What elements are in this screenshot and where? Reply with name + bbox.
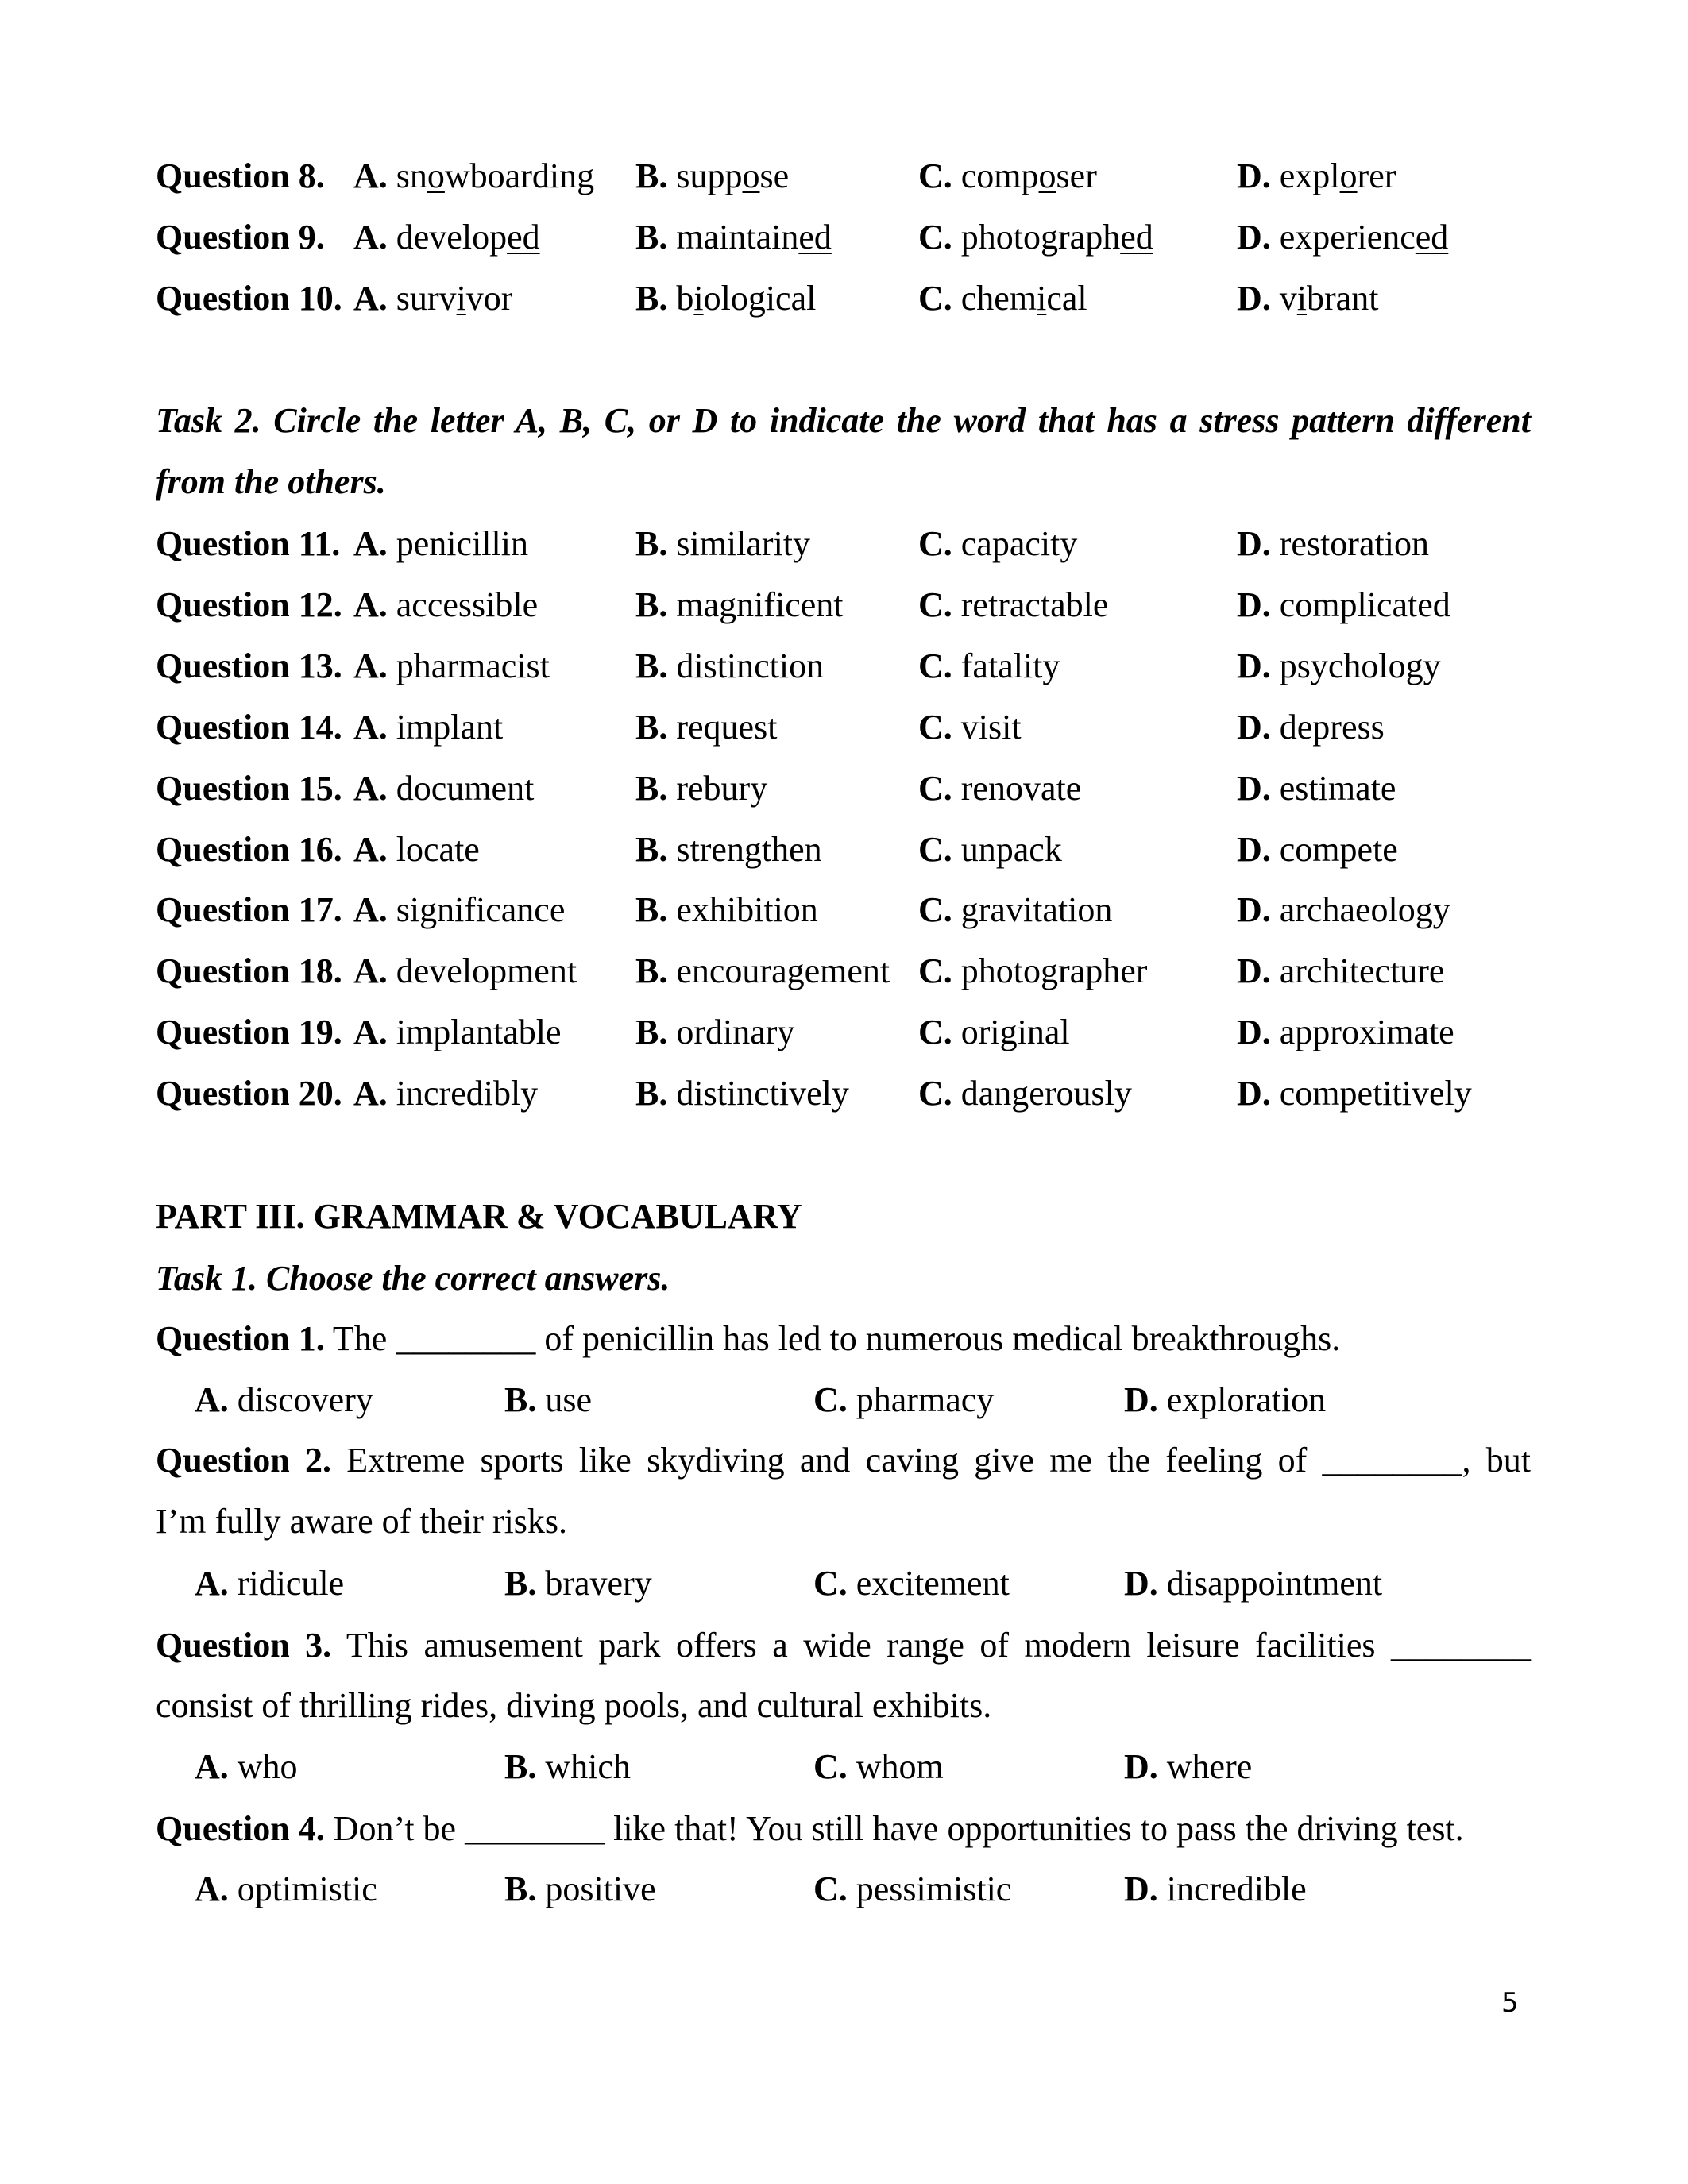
underlined-sound: i [456,279,466,318]
option-c[interactable]: C. pessimistic [813,1870,1012,1908]
option-a[interactable]: A. development [353,951,577,991]
option-c[interactable]: C. whom [813,1747,944,1786]
option-d[interactable]: D. estimate [1237,768,1396,808]
option-c[interactable]: C. dangerously [918,1074,1132,1113]
option-b[interactable]: B. which [504,1747,631,1786]
question-label: Question 19. [156,1013,342,1052]
option-c[interactable]: C. capacity [918,524,1078,563]
option-b[interactable]: B. strengthen [635,829,822,869]
underlined-sound: o [1339,156,1358,195]
option-a[interactable]: A. discovery [195,1380,373,1419]
option-d[interactable]: D. where [1124,1747,1253,1786]
grammar-question-3-cont: consist of thrilling rides, diving pools, and cultural exhibits. [156,1686,992,1725]
task2-instruction: Task 2. Circle the letter A, B, C, or D to indicate the word that has a stress pattern different [156,401,1531,440]
option-d[interactable]: D. complicated [1237,585,1450,624]
option-a[interactable]: A. locate [353,829,480,869]
question-label: Question 15. [156,768,342,808]
option-b[interactable]: B. suppose [635,156,790,195]
option-c[interactable]: C. unpack [918,829,1062,869]
underlined-sound: o [742,156,760,195]
option-d[interactable]: D. incredible [1124,1870,1307,1908]
option-d[interactable]: D. restoration [1237,524,1429,563]
option-a[interactable]: A. optimistic [195,1870,377,1908]
task2-instruction-cont: from the others. [156,462,386,501]
question-label: Question 11. [156,524,341,563]
option-d[interactable]: D. competitively [1237,1074,1472,1113]
grammar-question-1: Question 1. The ________ of penicillin has led to numerous medical breakthroughs. [156,1319,1341,1358]
grammar-question-2: Question 2. Extreme sports like skydiving and caving give me the feeling of ________, but [156,1441,1531,1480]
option-d[interactable]: D. approximate [1237,1013,1454,1052]
option-c[interactable]: C. gravitation [918,890,1113,930]
option-b[interactable]: B. encouragement [635,951,890,991]
option-b[interactable]: B. rebury [635,768,768,808]
option-d[interactable]: D. architecture [1237,951,1445,991]
option-c[interactable]: C. pharmacy [813,1380,995,1419]
underlined-sound: ed [1415,218,1449,257]
underlined-sound: i [693,279,704,318]
question-label: Question 14. [156,707,342,747]
question-label: Question 8. [156,156,325,195]
option-d[interactable]: D. compete [1237,829,1398,869]
question-label: Question 13. [156,646,342,685]
option-b[interactable]: B. use [504,1380,593,1419]
option-d[interactable]: D. disappointment [1124,1564,1383,1603]
option-a[interactable]: A. pharmacist [353,646,550,685]
task1-instruction: Task 1. Choose the correct answers. [156,1259,670,1298]
underlined-sound: i [1037,279,1047,318]
option-c[interactable]: C. renovate [918,768,1082,808]
underlined-sound: o [427,156,445,195]
underlined-sound: ed [1120,218,1153,257]
question-label: Question 18. [156,951,342,991]
underlined-sound: ed [798,218,832,257]
option-b[interactable]: B. ordinary [635,1013,795,1052]
option-c[interactable]: C. composer [918,156,1097,195]
underlined-sound: ed [507,218,540,257]
option-a[interactable]: A. implant [353,707,504,747]
option-c[interactable]: C. original [918,1013,1070,1052]
option-c[interactable]: C. photographed [918,218,1153,257]
option-a[interactable]: A. accessible [353,585,539,624]
grammar-question-3: Question 3. This amusement park offers a wide range of modern leisure facilities ________ [156,1626,1531,1665]
option-c[interactable]: C. excitement [813,1564,1010,1603]
option-a[interactable]: A. document [353,768,535,808]
option-a[interactable]: A. significance [353,890,566,930]
option-a[interactable]: A. implantable [353,1013,562,1052]
option-b[interactable]: B. request [635,707,778,747]
question-label: Question 16. [156,829,342,869]
question-label: Question 9. [156,218,325,257]
part3-heading: PART III. GRAMMAR & VOCABULARY [156,1197,802,1236]
option-a[interactable]: A. who [195,1747,298,1786]
option-a[interactable]: A. developed [353,218,540,257]
underlined-sound: i [1296,279,1308,318]
option-c[interactable]: C. retractable [918,585,1109,624]
option-b[interactable]: B. biological [635,279,817,318]
option-a[interactable]: A. penicillin [353,524,528,563]
option-b[interactable]: B. maintained [635,218,832,257]
option-a[interactable]: A. ridicule [195,1564,345,1603]
option-c[interactable]: C. chemical [918,279,1087,318]
option-b[interactable]: B. magnificent [635,585,844,624]
option-b[interactable]: B. exhibition [635,890,818,930]
option-c[interactable]: C. visit [918,707,1022,747]
option-d[interactable]: D. depress [1237,707,1385,747]
question-label: Question 12. [156,585,342,624]
option-b[interactable]: B. bravery [504,1564,652,1603]
option-b[interactable]: B. distinction [635,646,825,685]
option-a[interactable]: A. snowboarding [353,156,595,195]
option-d[interactable]: D. exploration [1124,1380,1327,1419]
option-a[interactable]: A. incredibly [353,1074,539,1113]
option-d[interactable]: D. psychology [1237,646,1441,685]
question-label: Question 20. [156,1074,342,1113]
grammar-question-2-cont: I’m fully aware of their risks. [156,1502,568,1541]
option-a[interactable]: A. survivor [353,279,513,318]
page-number: 5 [1501,1987,1519,2019]
option-c[interactable]: C. fatality [918,646,1060,685]
option-b[interactable]: B. distinctively [635,1074,849,1113]
option-b[interactable]: B. similarity [635,524,811,563]
grammar-question-4: Question 4. Don’t be ________ like that! You still have opportunities to pass the driving test. [156,1809,1464,1848]
underlined-sound: o [1038,156,1056,195]
option-d[interactable]: D. experienced [1237,218,1449,257]
option-d[interactable]: D. archaeology [1237,890,1450,930]
question-label: Question 17. [156,890,342,930]
question-label: Question 10. [156,279,342,318]
option-d[interactable]: D. explorer [1237,156,1396,195]
option-b[interactable]: B. positive [504,1870,656,1908]
option-c[interactable]: C. photographer [918,951,1148,991]
option-d[interactable]: D. vibrant [1237,279,1379,318]
